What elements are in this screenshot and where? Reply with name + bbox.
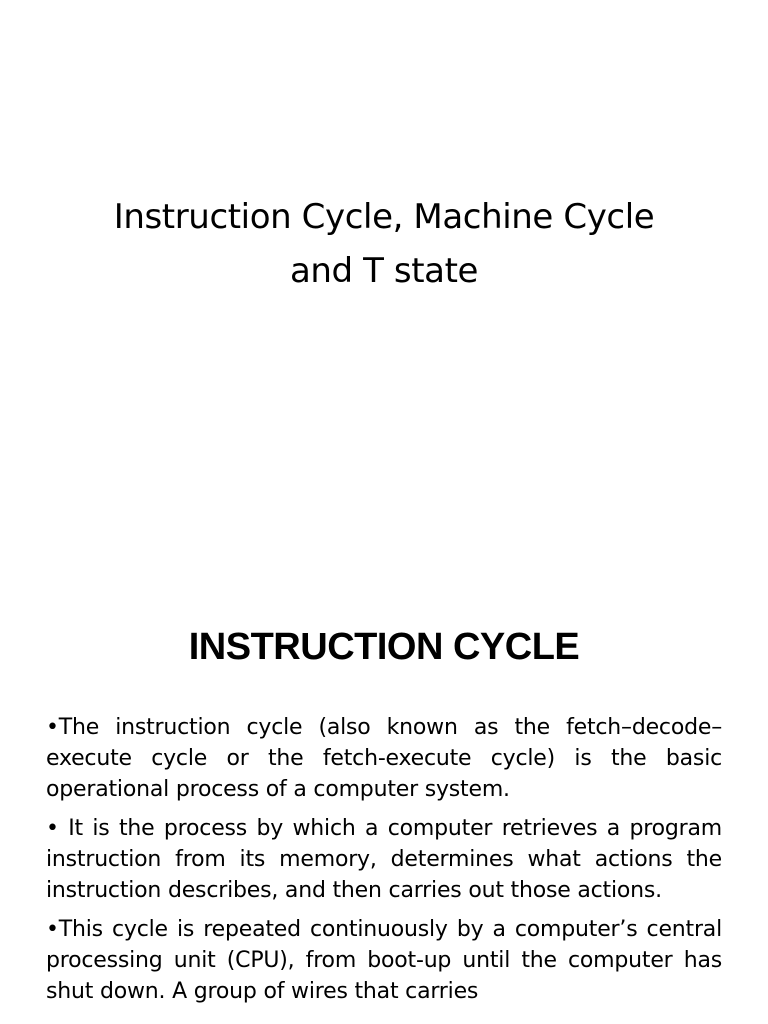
bullet-item: •This cycle is repeated continuously by a computer’s central processing unit (CPU), from boot-up until the computer has shut down. A group of wires that carries: [46, 917, 722, 1004]
bullet-item: • It is the process by which a computer retrieves a program instruction from its memory, determines what actions the instruction describes, and then carries out those actions.: [46, 816, 722, 903]
slide-title-line-1: Instruction Cycle, Machine Cycle: [113, 197, 655, 237]
bullet-list: [46, 712, 722, 1015]
slide-title: [40, 190, 728, 298]
slide-heading: INSTRUCTION CYCLE: [188, 626, 580, 668]
content-slide: [0, 576, 768, 1024]
bullet-item: •The instruction cycle (also known as the fetch–decode–execute cycle or the fetch-execute cycle) is the basic operational process of a computer system.: [46, 715, 722, 802]
slide-title-line-2: and T state: [289, 251, 479, 291]
